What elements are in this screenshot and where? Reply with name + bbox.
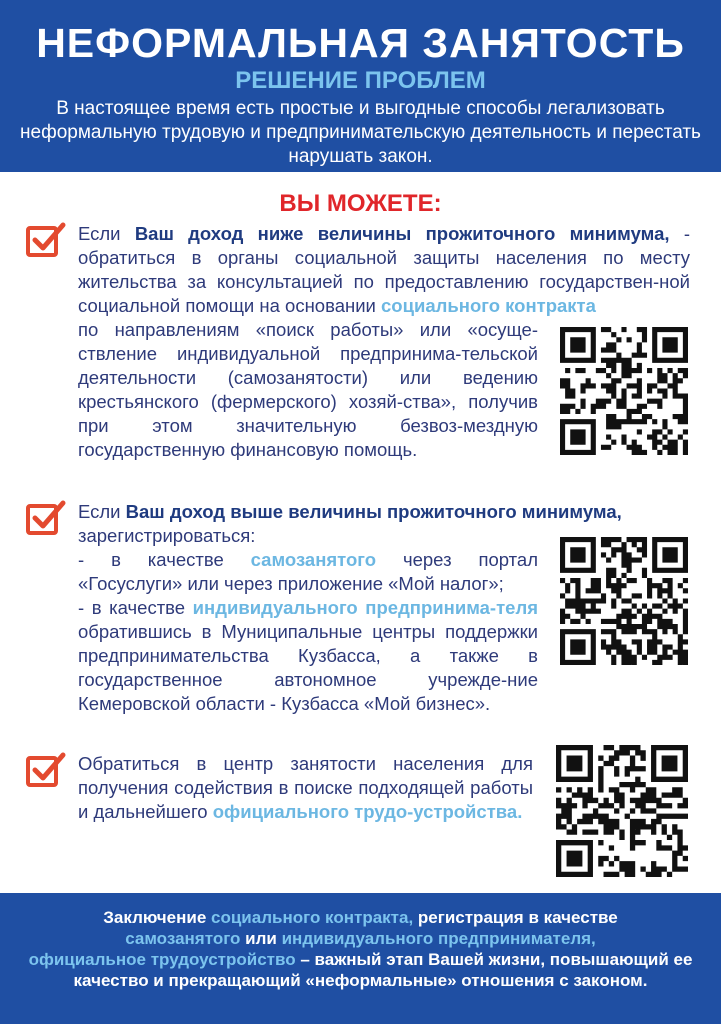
block2-highlight-selfemployed: самозанятого: [250, 549, 377, 570]
block2-rest-text: - в качестве самозанятого через портал «Госуслуги» или через приложение «Мой налог»; - в качестве индивидуального предпринима-теля обратившись в Муниципальные центры поддержки предпринимательства Кузбасса, а также в государственное автономное учрежде-ние Кемеровской области - Кузбасса «Мой бизнес».: [78, 549, 538, 714]
footer-banner: Заключение социального контракта, регистрация в качестве самозанятого или индивидуального предпринимателя, официальное трудоустройство – важный этап Вашей жизни, повышающий ее качество и прекращающий «неформальные» отношения с законом.: [0, 893, 721, 1024]
block2-bold: Ваш доход выше величины прожиточного минимума,: [125, 501, 622, 522]
block1-bold: Ваш доход ниже величины прожиточного минимума,: [134, 223, 670, 244]
page-title: НЕФОРМАЛЬНАЯ ЗАНЯТОСТЬ: [36, 20, 685, 66]
block2-top-text: Если Ваш доход выше величины прожиточного минимума, зарегистрироваться:: [78, 501, 622, 546]
intro-text: В настоящее время есть простые и выгодные способы легализовать неформальную трудовую и предпринимательскую деятельность и перестать нарушать закон.: [20, 98, 701, 167]
block1-top-text: Если Ваш доход ниже величины прожиточного минимума, - обратиться в органы социальной защиты населения по месту жительства за консультацией по предоставлению государствен-ной социальной помощи на основании социального контракта: [78, 223, 690, 316]
block1-rest-text: по направлениям «поиск работы» или «осуще-ствление индивидуальной предпринима-тельской деятельности (самозанятости) или ведению крестьянского (фермерского) хозяй-ства», получив при этом значительную безвоз-мездную государственную финансовую помощь.: [78, 319, 538, 460]
you-can-heading: ВЫ МОЖЕТЕ:: [279, 190, 442, 217]
block3-text: Обратиться в центр занятости населения для получения содействия в поиске подходящей работы и дальнейшего официального трудо-устройства.: [78, 753, 533, 822]
qr-code-icon[interactable]: [560, 327, 688, 455]
qr-code-icon[interactable]: [556, 745, 688, 877]
page-subtitle: РЕШЕНИЕ ПРОБЛЕМ: [235, 67, 486, 94]
header-banner: [0, 0, 721, 172]
qr-code-icon[interactable]: [560, 537, 688, 665]
checkbox-checked-icon: [26, 222, 66, 258]
block3-highlight: официального трудо-устройства.: [212, 801, 523, 822]
checkbox-checked-icon: [26, 752, 66, 788]
block2-highlight-entrepreneur: индивидуального предпринима-теля: [192, 597, 538, 618]
block1-highlight: социального контракта: [381, 295, 596, 316]
checkbox-checked-icon: [26, 500, 66, 536]
